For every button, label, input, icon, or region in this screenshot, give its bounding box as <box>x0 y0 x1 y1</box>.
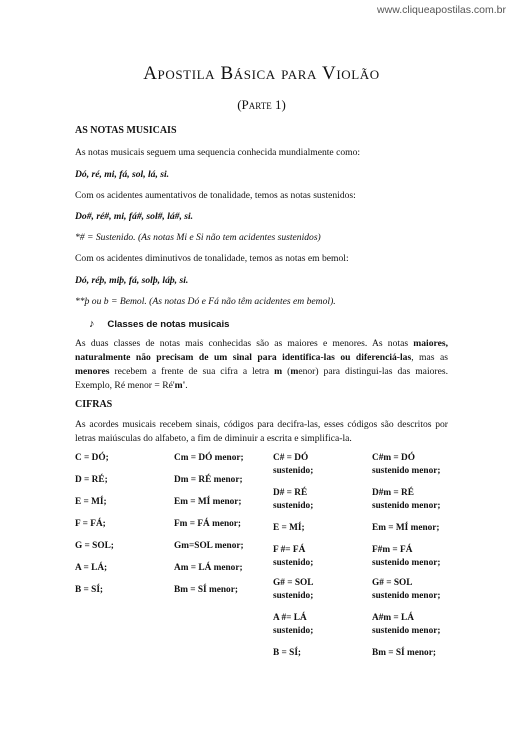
chord-item: Gm=SOL menor; <box>174 541 244 551</box>
flats-intro: Com os acidentes diminutivos de tonalidade, temos as notas em bemol: <box>75 253 349 264</box>
site-url: www.cliqueapostilas.com.br <box>377 4 506 16</box>
sharps-intro: Com os acidentes aumentativos de tonalidade, temos as notas sustenidos: <box>75 190 356 201</box>
chord-item: E = MÍ; <box>75 497 107 507</box>
classes-bold-4: m <box>290 366 299 377</box>
classes-heading: Classes de notas musicais <box>107 319 230 330</box>
document-title: Apostila Básica para Violão <box>143 63 380 84</box>
classes-paragraph <box>75 337 448 393</box>
classes-bold-1: maiores, naturalmente não precisam de um sinal para identifica-las ou diferenciá-las <box>75 338 448 363</box>
chord-item: Am = LÁ menor; <box>174 563 243 573</box>
chord-item: A #= LÁ sustenido; <box>273 613 314 636</box>
chord-item: D# = RÉ sustenido; <box>273 488 314 511</box>
classes-bold-5: m' <box>174 380 186 391</box>
section-heading-cifras: CIFRAS <box>75 399 113 410</box>
chord-item: A = LÁ; <box>75 563 108 573</box>
notes-list: Dó, ré, mi, fá, sol, lá, si. <box>75 169 170 180</box>
classes-text-end: . <box>185 380 188 391</box>
chord-item: B = SÍ; <box>75 585 104 595</box>
notes-intro: As notas musicais seguem uma sequencia conhecida mundialmente como: <box>75 147 361 158</box>
chord-item: A#m = LÁ sustenido menor; <box>372 613 441 636</box>
flats-note: **þ ou b = Bemol. (As notas Dó e Fá não têm acidentes em bemol). <box>75 296 336 307</box>
chord-item: C = DÓ; <box>75 453 109 463</box>
chord-item: G# = SOL sustenido; <box>273 578 314 601</box>
sharps-note: *# = Sustenido. (As notas Mi e Si não tem acidentes sustenidos) <box>75 232 321 243</box>
classes-text-4: enor) para distingui-las das maiores. Exemplo, Ré menor = Ré' <box>75 366 448 391</box>
chord-item: F#m = FÁ sustenido menor; <box>372 545 441 568</box>
chord-item: Fm = FÁ menor; <box>174 519 241 529</box>
cifras-paragraph: As acordes musicais recebem sinais, códigos para decifra-las, esses códigos são descritos por letras maiúsculas do alfabeto, a fim de diminuir a escrita e simplifica-la. <box>75 419 448 444</box>
classes-text-1: As duas classes de notas mais conhecidas são as maiores e menores. As notas <box>75 338 409 349</box>
chord-item: G = SOL; <box>75 541 114 551</box>
chord-item: C#m = DÓ sustenido menor; <box>372 453 441 476</box>
chord-item: Em = MÍ menor; <box>372 523 440 533</box>
chord-item: D = RÉ; <box>75 475 108 485</box>
sharps-list: Do#, ré#, mi, fá#, sol#, lá#, si. <box>75 211 194 222</box>
chord-item: Dm = RÉ menor; <box>174 475 243 485</box>
chord-item: E = MÍ; <box>273 523 305 533</box>
classes-text-2: , mas as <box>411 352 448 363</box>
document-subtitle: (Parte 1) <box>237 97 286 112</box>
chord-item: Bm = SÍ menor; <box>174 585 238 595</box>
classes-text-3: recebem a frente de sua cifra a letra <box>114 366 270 377</box>
chord-item: Em = MÍ menor; <box>174 497 242 507</box>
section-heading-notas: AS NOTAS MUSICAIS <box>75 125 177 136</box>
classes-heading-row <box>89 317 429 332</box>
chord-item: D#m = RÉ sustenido menor; <box>372 488 441 511</box>
music-note-icon: ♪ <box>89 318 95 330</box>
classes-bold-2: menores <box>75 366 110 377</box>
chord-item: C# = DÓ sustenido; <box>273 453 314 476</box>
chord-item: B = SÍ; <box>273 648 302 658</box>
classes-paren-open: ( <box>287 366 291 377</box>
flats-list: Dó, réþ, miþ, fá, solþ, láþ, si. <box>75 275 189 286</box>
chord-item: Cm = DÓ menor; <box>174 453 244 463</box>
chord-item: G# = SOL sustenido menor; <box>372 578 441 601</box>
chord-item: Bm = SÍ menor; <box>372 648 436 658</box>
classes-bold-3: m <box>274 366 283 377</box>
chord-item: F #= FÁ sustenido; <box>273 545 314 568</box>
chord-item: F = FÁ; <box>75 519 106 529</box>
